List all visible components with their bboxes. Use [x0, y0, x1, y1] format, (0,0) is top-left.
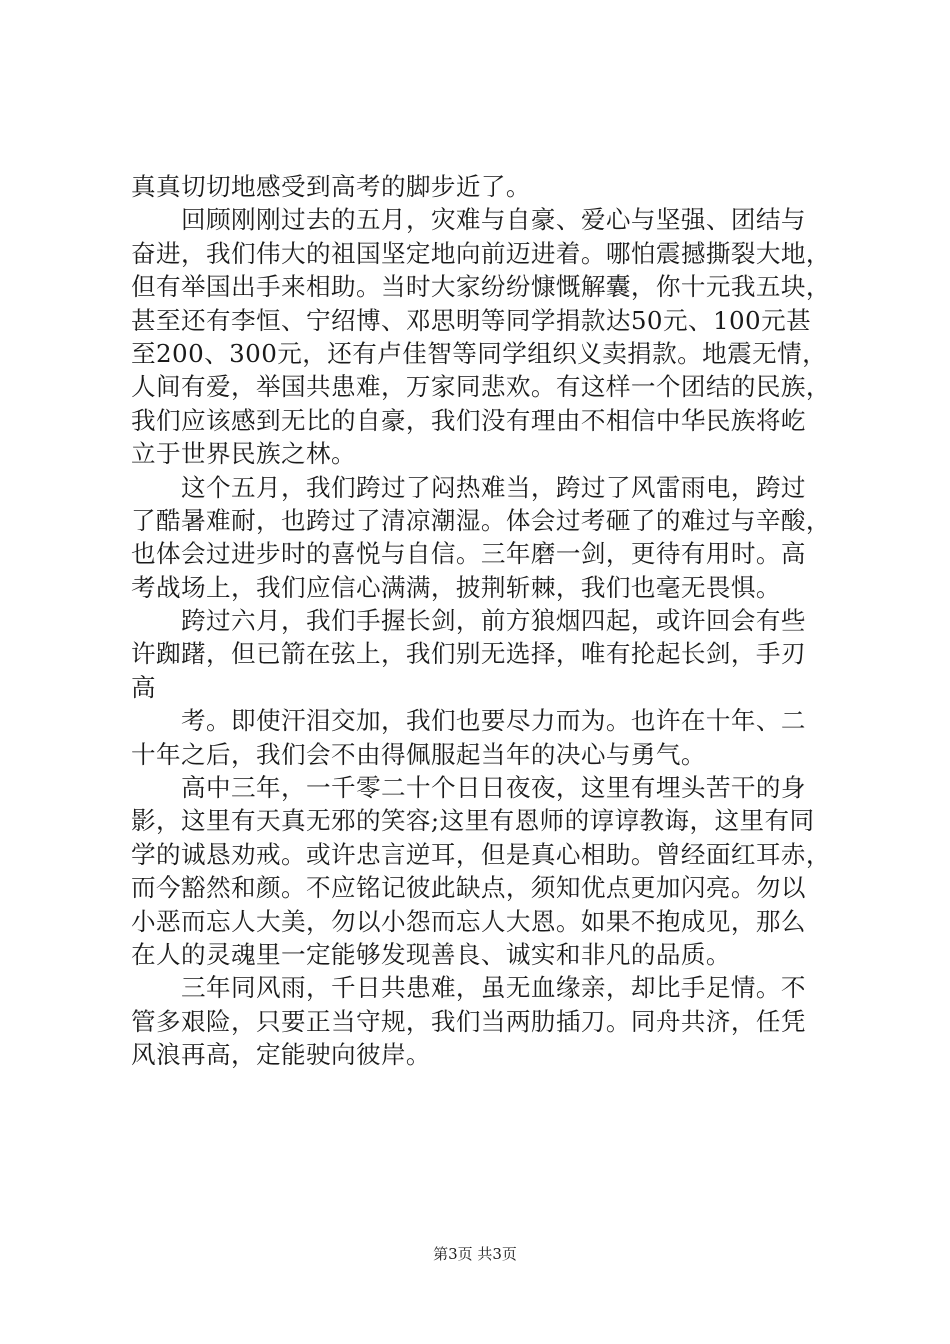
text-line: 风浪再高，定能驶向彼岸。 [131, 1040, 431, 1070]
paragraph [131, 604, 835, 704]
text-line: 至200、300元，还有卢佳智等同学组织义卖捐款。地震无情， [131, 338, 828, 368]
paragraph [131, 203, 835, 470]
text-line: 这个五月，我们跨过了闷热难当，跨过了风雷雨电，跨过 [181, 472, 806, 502]
text-line: 真真切切地感受到高考的脚步近了。 [131, 172, 531, 201]
text-line: 十年之后，我们会不由得佩服起当年的决心与勇气。 [131, 739, 706, 769]
text-line: 而今豁然和颜。不应铭记彼此缺点，须知优点更加闪亮。勿以 [131, 873, 806, 903]
text-line: 许踟躇，但已箭在弦上，我们别无选择，唯有抡起长剑，手刃 [131, 639, 806, 669]
text-line: 考战场上，我们应信心满满，披荆斩棘，我们也毫无畏惧。 [131, 572, 781, 602]
text-line: 了酷暑难耐，也跨过了清凉潮湿。体会过考砸了的难过与辛酸， [131, 505, 831, 535]
text-line: 人间有爱，举国共患难，万家同悲欢。有这样一个团结的民族， [131, 372, 831, 402]
text-line: 考。即使汗泪交加，我们也要尽力而为。也许在十年、二 [181, 706, 806, 736]
text-line: 在人的灵魂里一定能够发现善良、诚实和非凡的品质。 [131, 939, 731, 969]
text-line: 影，这里有天真无邪的笑容;这里有恩师的谆谆教诲，这里有同 [131, 806, 815, 836]
text-line: 立于世界民族之林。 [131, 439, 356, 469]
paragraph [131, 971, 835, 1071]
text-line: 甚至还有李恒、宁绍博、邓思明等同学捐款达50元、100元甚 [131, 305, 812, 335]
document-body [131, 170, 835, 1072]
paragraph [131, 771, 835, 971]
page-number-footer: 第3页 共3页 [433, 1245, 517, 1263]
text-line: 跨过六月，我们手握长剑，前方狼烟四起，或许回会有些 [181, 606, 806, 636]
text-line: 管多艰险，只要正当守规，我们当两肋插刀。同舟共济，任凭 [131, 1006, 806, 1036]
text-line: 回顾刚刚过去的五月，灾难与自豪、爱心与坚强、团结与 [181, 205, 806, 235]
text-line: 奋进，我们伟大的祖国坚定地向前迈进着。哪怕震撼撕裂大地， [131, 238, 831, 268]
text-line: 小恶而忘人大美，勿以小怨而忘人大恩。如果不抱成见，那么 [131, 906, 806, 936]
text-line: 学的诚恳劝戒。或许忠言逆耳，但是真心相助。曾经面红耳赤， [131, 839, 831, 869]
paragraph [131, 170, 835, 203]
paragraph [131, 471, 835, 605]
text-line: 高 [131, 672, 156, 702]
paragraph [131, 704, 835, 771]
text-line: 高中三年，一千零二十个日日夜夜，这里有埋头苦干的身 [181, 773, 806, 803]
text-line: 我们应该感到无比的自豪，我们没有理由不相信中华民族将屹 [131, 405, 806, 435]
text-line: 但有举国出手来相助。当时大家纷纷慷慨解囊，你十元我五块， [131, 272, 831, 302]
text-line: 也体会过进步时的喜悦与自信。三年磨一剑，更待有用时。高 [131, 539, 806, 569]
text-line: 三年同风雨，千日共患难，虽无血缘亲，却比手足情。不 [181, 973, 806, 1003]
